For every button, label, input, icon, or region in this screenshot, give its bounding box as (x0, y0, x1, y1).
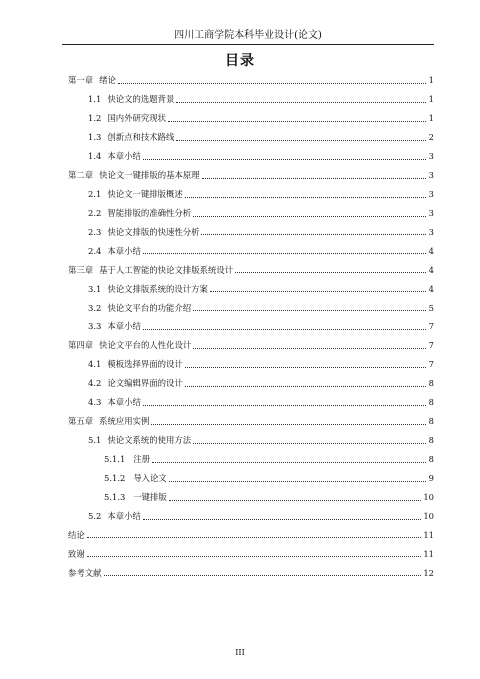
toc-entry-number: 5.1.1 (104, 454, 126, 465)
toc-entry-title: 结论 (68, 529, 85, 540)
toc-entry-number: 2.3 (88, 226, 102, 237)
toc-entry-title: 本章小结 (107, 510, 141, 521)
toc-dot-leader (143, 519, 422, 520)
toc-entry-number: 5.2 (88, 510, 102, 521)
page-title: 目录 (225, 53, 255, 69)
toc-entry[interactable] (68, 223, 434, 242)
toc-dot-leader (193, 310, 426, 311)
toc-entry-number: 第一章 (68, 75, 94, 86)
toc-entry-page: 8 (428, 378, 434, 389)
toc-entry-page: 3 (428, 151, 434, 162)
toc-entry-title: 快论文平台的功能介绍 (107, 302, 192, 313)
toc-entry-number: 3.1 (88, 283, 102, 294)
toc-entry-title: 国内外研究现状 (107, 113, 166, 124)
toc-dot-leader (143, 159, 426, 160)
toc-entry-page: 3 (428, 188, 434, 199)
table-of-contents (68, 71, 434, 582)
toc-entry-title: 快论文平台的人性化设计 (99, 340, 192, 351)
toc-entry[interactable] (68, 450, 434, 469)
toc-entry[interactable] (68, 279, 434, 298)
toc-dot-leader (210, 291, 426, 292)
toc-entry[interactable] (68, 260, 434, 279)
toc-entry-title: 本章小结 (107, 245, 141, 256)
toc-entry-title: 快论文排版的快速性分析 (107, 226, 200, 237)
toc-entry[interactable] (68, 241, 434, 260)
toc-entry-title: 快论文的选题背景 (107, 94, 175, 105)
toc-entry-page: 1 (428, 113, 434, 124)
toc-entry-number: 2.2 (88, 207, 102, 218)
toc-entry[interactable] (68, 431, 434, 450)
toc-entry-number: 第二章 (68, 169, 94, 180)
toc-entry-page: 1 (428, 94, 434, 105)
toc-entry-title: 本章小结 (107, 397, 141, 408)
toc-entry-number: 3.2 (88, 302, 102, 313)
toc-entry[interactable] (68, 488, 434, 507)
toc-dot-leader (104, 575, 422, 576)
toc-entry-page: 8 (428, 454, 434, 465)
toc-entry-page: 4 (428, 245, 434, 256)
toc-dot-leader (185, 197, 426, 198)
toc-entry[interactable] (68, 298, 434, 317)
toc-dot-leader (185, 386, 426, 387)
toc-entry-title: 参考文献 (68, 567, 102, 578)
toc-entry[interactable] (68, 185, 434, 204)
toc-entry[interactable] (68, 526, 434, 545)
toc-entry[interactable] (68, 90, 434, 109)
toc-entry[interactable] (68, 71, 434, 90)
toc-entry-title: 论文编辑界面的设计 (107, 378, 183, 389)
toc-dot-leader (169, 481, 426, 482)
toc-dot-leader (169, 500, 422, 501)
toc-dot-leader (151, 424, 426, 425)
toc-entry-title: 智能排版的准确性分析 (107, 207, 192, 218)
toc-entry-page: 5 (428, 302, 434, 313)
toc-entry-page: 10 (423, 491, 434, 502)
toc-entry-page: 7 (428, 321, 434, 332)
toc-dot-leader (193, 216, 426, 217)
toc-entry-title: 快论文系统的使用方法 (107, 435, 192, 446)
toc-entry-title: 一键排版 (133, 491, 167, 502)
toc-entry-title: 注册 (133, 454, 151, 465)
toc-entry-page: 11 (423, 529, 434, 540)
toc-dot-leader (143, 405, 426, 406)
toc-entry-title: 基于人工智能的快论文排版系统设计 (99, 264, 234, 275)
toc-entry-title: 模板选择界面的设计 (107, 359, 183, 370)
toc-entry-title: 绪论 (99, 75, 116, 86)
toc-entry-page: 4 (428, 264, 434, 275)
toc-entry-number: 5.1.2 (104, 472, 126, 483)
toc-entry[interactable] (68, 147, 434, 166)
toc-entry-page: 8 (428, 397, 434, 408)
toc-dot-leader (87, 537, 422, 538)
toc-entry-title: 本章小结 (107, 151, 141, 162)
toc-entry[interactable] (68, 109, 434, 128)
toc-entry-page: 11 (423, 548, 434, 559)
toc-dot-leader (193, 348, 426, 349)
toc-entry-page: 3 (428, 226, 434, 237)
toc-entry[interactable] (68, 166, 434, 185)
toc-entry-title: 致谢 (68, 548, 85, 559)
toc-entry-title: 系统应用实例 (99, 416, 150, 427)
toc-entry-number: 1.4 (88, 151, 102, 162)
toc-entry-number: 5.1.3 (104, 491, 126, 502)
toc-entry-number: 第五章 (68, 416, 94, 427)
toc-entry[interactable] (68, 204, 434, 223)
toc-dot-leader (185, 367, 426, 368)
toc-entry-title: 快论文一键排版概述 (107, 188, 183, 199)
toc-entry[interactable] (68, 355, 434, 374)
toc-entry-page: 7 (428, 340, 434, 351)
toc-entry[interactable] (68, 544, 434, 563)
toc-entry[interactable] (68, 563, 434, 582)
toc-entry-page: 4 (428, 283, 434, 294)
toc-dot-leader (143, 253, 426, 254)
toc-entry-title: 本章小结 (107, 321, 141, 332)
toc-entry-page: 8 (428, 435, 434, 446)
toc-dot-leader (193, 443, 426, 444)
toc-entry-page: 12 (423, 567, 434, 578)
toc-entry-page: 7 (428, 359, 434, 370)
page-number: III (235, 648, 245, 657)
toc-entry-number: 1.3 (88, 132, 102, 143)
toc-entry-page: 3 (428, 207, 434, 218)
toc-entry-number: 2.4 (88, 245, 102, 256)
toc-entry[interactable] (68, 317, 434, 336)
toc-entry[interactable] (68, 128, 434, 147)
toc-entry[interactable] (68, 412, 434, 431)
toc-entry-page: 10 (423, 510, 434, 521)
toc-dot-leader (87, 556, 422, 557)
toc-entry-page: 2 (428, 132, 434, 143)
toc-dot-leader (152, 462, 426, 463)
toc-entry-number: 4.3 (88, 397, 102, 408)
toc-entry-page: 1 (428, 75, 434, 86)
toc-dot-leader (176, 102, 426, 103)
toc-entry[interactable] (68, 336, 434, 355)
toc-entry-title: 导入论文 (133, 472, 167, 483)
toc-dot-leader (143, 329, 426, 330)
toc-entry-title: 快论文一键排版的基本原理 (99, 169, 200, 180)
toc-entry[interactable] (68, 393, 434, 412)
running-header: 四川工商学院本科毕业设计(论文) (62, 27, 434, 45)
toc-entry[interactable] (68, 374, 434, 393)
toc-entry-title: 快论文排版系统的设计方案 (107, 283, 208, 294)
toc-entry-number: 5.1 (88, 435, 102, 446)
toc-entry-number: 1.1 (88, 94, 102, 105)
toc-entry-number: 1.2 (88, 113, 102, 124)
toc-entry-number: 4.1 (88, 359, 102, 370)
toc-entry-number: 3.3 (88, 321, 102, 332)
toc-entry-number: 第四章 (68, 340, 94, 351)
toc-entry-page: 9 (428, 472, 434, 483)
toc-entry-title: 创新点和技术路线 (107, 132, 175, 143)
toc-entry[interactable] (68, 507, 434, 526)
toc-dot-leader (235, 272, 426, 273)
toc-entry-number: 2.1 (88, 188, 102, 199)
toc-dot-leader (202, 178, 426, 179)
toc-dot-leader (176, 140, 426, 141)
toc-dot-leader (201, 234, 426, 235)
toc-entry[interactable] (68, 469, 434, 488)
toc-entry-page: 3 (428, 169, 434, 180)
toc-entry-number: 4.2 (88, 378, 102, 389)
toc-dot-leader (118, 83, 426, 84)
toc-dot-leader (168, 121, 426, 122)
toc-entry-number: 第三章 (68, 264, 94, 275)
toc-entry-page: 8 (428, 416, 434, 427)
